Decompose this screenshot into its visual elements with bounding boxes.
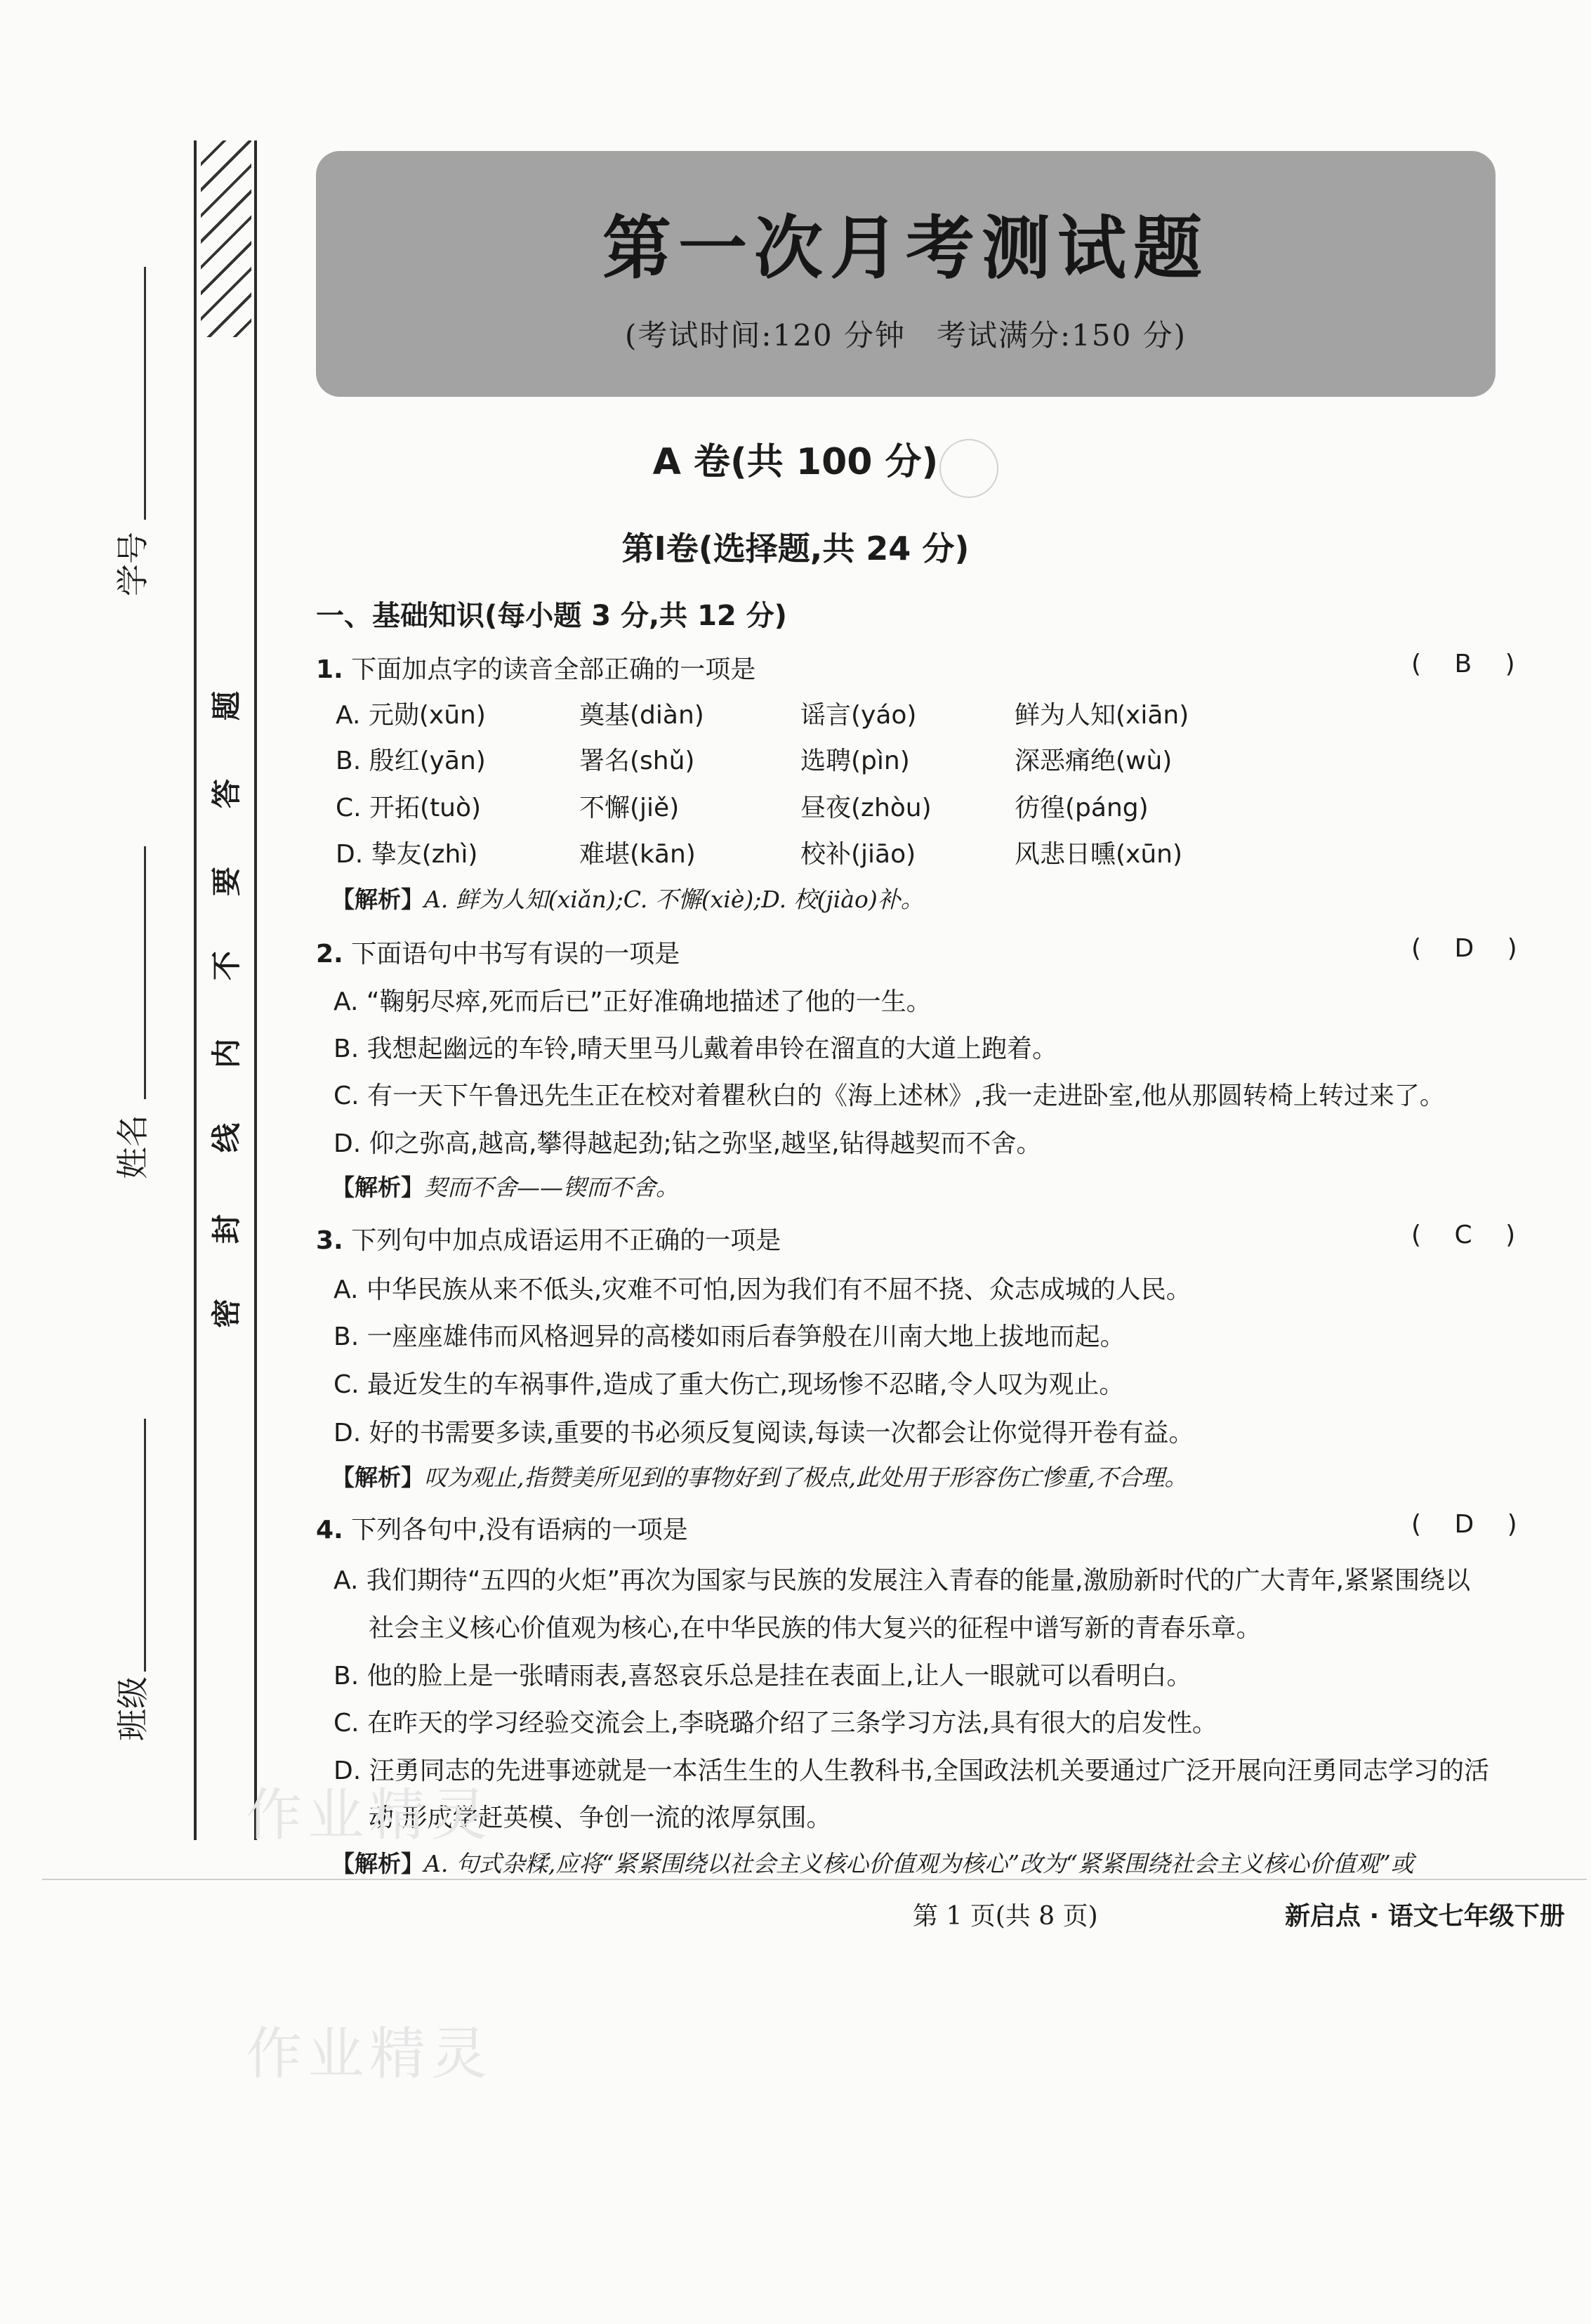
answer-2: ( D ) <box>1411 934 1530 963</box>
book-brand: 新启点 · 语文七年级下册 <box>1285 1902 1565 1931</box>
seal-char: 内 <box>209 1039 244 1069</box>
question-number: 2. <box>316 940 343 969</box>
option-cell: D. 挚友(zhì) <box>336 840 478 869</box>
analysis-text: 叹为观止,指赞美所见到的事物好到了极点,此处用于形容伤亡惨重,不合理。 <box>424 1464 1188 1491</box>
student-id-label: 学号 <box>114 532 152 596</box>
question-stem: 下列各句中,没有语病的一项是 <box>351 1516 688 1544</box>
binding-margin <box>0 0 260 1854</box>
option-cell: 奠基(diàn) <box>579 701 704 730</box>
analysis-tag: 【解析】 <box>331 886 424 913</box>
option-line: A. 中华民族从来不低头,灾难不可怕,因为我们有不屈不挠、众志成城的人民。 <box>334 1275 1191 1304</box>
question-stem: 下列句中加点成语运用不正确的一项是 <box>351 1226 781 1255</box>
answer-1: ( B ) <box>1411 650 1528 678</box>
question-number: 3. <box>316 1226 343 1255</box>
binding-line <box>254 140 257 1840</box>
watermark: 作业精灵 <box>246 2021 493 2087</box>
option-cell: 难堪(kān) <box>579 840 696 869</box>
analysis-1 <box>331 881 924 914</box>
answer-4: ( D ) <box>1411 1510 1530 1539</box>
binding-hatch <box>201 140 251 337</box>
watermark: 作业精灵 <box>246 1783 493 1848</box>
question-4 <box>316 1510 688 1546</box>
page-number: 第 1 页(共 8 页) <box>913 1902 1098 1931</box>
option-cell: 谣言(yáo) <box>800 701 917 730</box>
option-line: C. 最近发生的车祸事件,造成了重大伤亡,现场惨不忍睹,令人叹为观止。 <box>334 1370 1125 1399</box>
option-line: D. 汪勇同志的先进事迹就是一本活生生的人生教科书,全国政法机关要通过广泛开展向汪勇同志学习的活 <box>334 1757 1490 1785</box>
seal-char: 不 <box>209 951 244 981</box>
class-line[interactable] <box>144 1419 146 1672</box>
option-cell: 彷徨(páng) <box>1015 794 1149 822</box>
option-cell: 不懈(jiě) <box>579 794 680 822</box>
class-label: 班级 <box>114 1676 152 1741</box>
option-line: C. 有一天下午鲁迅先生正在校对着瞿秋白的《海上述林》,我一走进卧室,他从那圆转椅上转过来了。 <box>334 1082 1445 1110</box>
option-cell: 风悲日曛(xūn) <box>1015 840 1183 869</box>
seal-char: 答 <box>209 779 244 809</box>
name-label: 姓名 <box>114 1115 152 1179</box>
option-line: 社会主义核心价值观为核心,在中华民族的伟大复兴的征程中谱写新的青春乐章。 <box>369 1614 1262 1643</box>
option-line: B. 他的脸上是一张晴雨表,喜怒哀乐总是挂在表面上,让人一眼就可以看明白。 <box>334 1662 1192 1691</box>
analysis-3 <box>331 1459 1187 1492</box>
option-line: B. 我想起幽远的车铃,晴天里马儿戴着串铃在溜直的大道上跑着。 <box>334 1035 1058 1063</box>
seal-char: 密 <box>209 1299 244 1329</box>
option-cell: 选聘(pìn) <box>800 747 910 775</box>
title-banner <box>316 151 1496 397</box>
option-line: A. “鞠躬尽瘁,死而后已”正好准确地描述了他的一生。 <box>334 987 932 1016</box>
question-stem: 下面加点字的读音全部正确的一项是 <box>351 655 756 684</box>
seal-char: 题 <box>209 691 244 721</box>
analysis-tag: 【解析】 <box>331 1464 424 1491</box>
option-line: C. 在昨天的学习经验交流会上,李晓璐介绍了三条学习方法,具有很大的启发性。 <box>334 1709 1217 1738</box>
option-line: D. 仰之弥高,越高,攀得越起劲;钻之弥坚,越坚,钻得越契而不舍。 <box>334 1129 1042 1158</box>
question-3 <box>316 1221 781 1256</box>
question-number: 1. <box>316 655 343 684</box>
option-cell: 校补(jiāo) <box>800 840 916 869</box>
option-cell: 署名(shǔ) <box>579 747 695 775</box>
analysis-text: A. 句式杂糅,应将“紧紧围绕以社会主义核心价值观为核心”改为“紧紧围绕社会主义核心价值观”或 <box>424 1850 1414 1877</box>
option-line: A. 我们期待“五四的火炬”再次为国家与民族的发展注入青春的能量,激励新时代的广大青年,紧紧围绕以 <box>334 1566 1471 1595</box>
question-2 <box>316 934 680 970</box>
stamp-icon <box>939 439 998 498</box>
seal-char: 封 <box>209 1214 244 1245</box>
seal-char: 线 <box>209 1123 244 1153</box>
option-cell: 鲜为人知(xiān) <box>1015 701 1189 730</box>
question-number: 4. <box>316 1516 343 1544</box>
question-stem: 下面语句中书写有误的一项是 <box>351 940 680 969</box>
analysis-tag: 【解析】 <box>331 1174 424 1201</box>
paper-a-heading: A 卷(共 100 分) <box>652 441 939 483</box>
option-line: D. 好的书需要多读,重要的书必须反复阅读,每读一次都会让你觉得开卷有益。 <box>334 1419 1194 1447</box>
name-line[interactable] <box>144 846 146 1099</box>
analysis-tag: 【解析】 <box>331 1850 424 1877</box>
question-1 <box>316 650 755 685</box>
exam-subtitle: (考试时间:120 分钟 考试满分:150 分) <box>624 318 1187 353</box>
option-cell: A. 元勋(xūn) <box>336 701 486 730</box>
analysis-4 <box>331 1846 1414 1879</box>
analysis-text: A. 鲜为人知(xiǎn);C. 不懈(xiè);D. 校(jiào)补。 <box>424 886 924 913</box>
option-cell: 昼夜(zhòu) <box>800 794 932 822</box>
option-line: B. 一座座雄伟而风格迥异的高楼如雨后春笋般在川南大地上拔地而起。 <box>334 1322 1125 1351</box>
option-cell: B. 殷红(yān) <box>336 747 486 775</box>
answer-3: ( C ) <box>1411 1221 1529 1249</box>
option-cell: 深恶痛绝(wù) <box>1015 747 1173 775</box>
footer-rule <box>42 1879 1587 1880</box>
analysis-2 <box>331 1169 679 1202</box>
analysis-text: 契而不舍——锲而不舍。 <box>424 1174 679 1201</box>
seal-char: 要 <box>209 867 244 897</box>
exam-title: 第一次月考测试题 <box>602 208 1209 289</box>
option-cell: C. 开拓(tuò) <box>336 794 482 822</box>
section-heading: 一、基础知识(每小题 3 分,共 12 分) <box>316 600 787 632</box>
volume-heading: 第Ⅰ卷(选择题,共 24 分) <box>621 530 970 567</box>
option-line: 动,形成学赶英模、争创一流的浓厚氛围。 <box>369 1804 832 1832</box>
binding-line <box>194 140 197 1840</box>
